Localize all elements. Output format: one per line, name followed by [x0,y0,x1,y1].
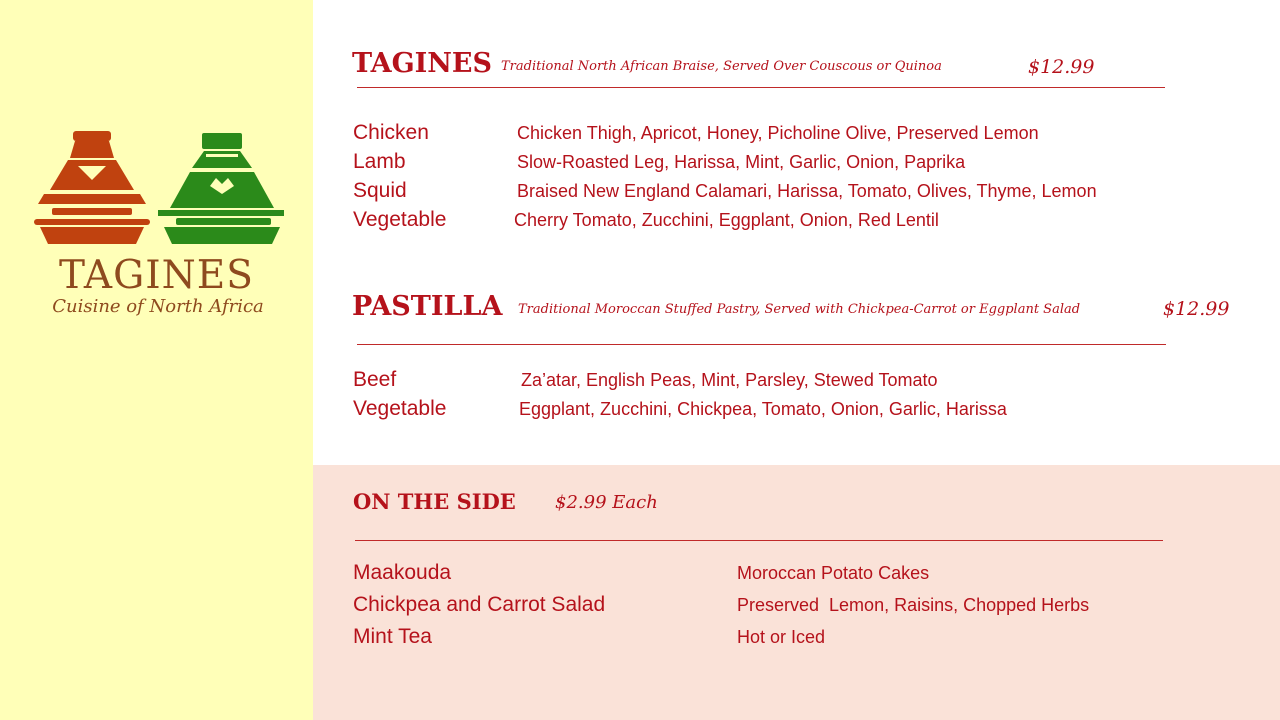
brand-tagline: Cuisine of North Africa [52,296,264,317]
sides-divider [355,540,1163,541]
tagines-item-chicken-desc: Chicken Thigh, Apricot, Honey, Picholine Olive, Preserved Lemon [517,123,1039,143]
sides-item-mint-tea: Mint Tea [353,625,432,648]
brand-name: TAGINES [59,253,254,298]
sides-item-maakouda-desc: Moroccan Potato Cakes [737,563,930,583]
pastilla-item-vegetable-desc: Eggplant, Zucchini, Chickpea, Tomato, Onion, Garlic, Harissa [519,399,1007,419]
sides-item-maakouda: Maakouda [353,561,452,584]
sides-price: $2.99 Each [555,492,658,513]
sides-title: ON THE SIDE [353,489,516,514]
pastilla-title: PASTILLA [352,291,503,322]
tagines-item-lamb: Lamb [353,150,406,173]
tagines-item-vegetable: Vegetable [353,208,447,231]
tagines-title: TAGINES [352,48,493,79]
tagines-item-squid-desc: Braised New England Calamari, Harissa, Tomato, Olives, Thyme, Lemon [517,181,1097,201]
pastilla-description: Traditional Moroccan Stuffed Pastry, Served with Chickpea-Carrot or Eggplant Salad [518,302,1081,317]
tagines-item-vegetable-desc: Cherry Tomato, Zucchini, Eggplant, Onion, Red Lentil [514,210,939,230]
tagines-price: $12.99 [1028,56,1095,78]
brand-sidebar [0,0,313,720]
pastilla-item-beef-desc: Za’atar, English Peas, Mint, Parsley, Stewed Tomato [521,370,938,390]
pastilla-item-vegetable: Vegetable [353,397,447,420]
tagines-item-chicken: Chicken [353,121,429,144]
pastilla-price: $12.99 [1163,298,1230,320]
orange-tagine-icon [34,131,150,244]
tagines-description: Traditional North African Braise, Served Over Couscous or Quinoa [501,59,942,74]
pastilla-item-beef: Beef [353,368,397,391]
tagines-divider [357,87,1165,88]
sides-item-chickpea-salad: Chickpea and Carrot Salad [353,593,606,616]
sides-item-chickpea-salad-desc: Preserved Lemon, Raisins, Chopped Herbs [737,595,1090,615]
tagines-item-lamb-desc: Slow-Roasted Leg, Harissa, Mint, Garlic, Onion, Paprika [517,152,966,172]
pastilla-divider [357,344,1166,345]
sides-item-mint-tea-desc: Hot or Iced [737,627,826,647]
tagine-logo-icon [30,128,286,248]
tagines-item-squid: Squid [353,179,407,202]
